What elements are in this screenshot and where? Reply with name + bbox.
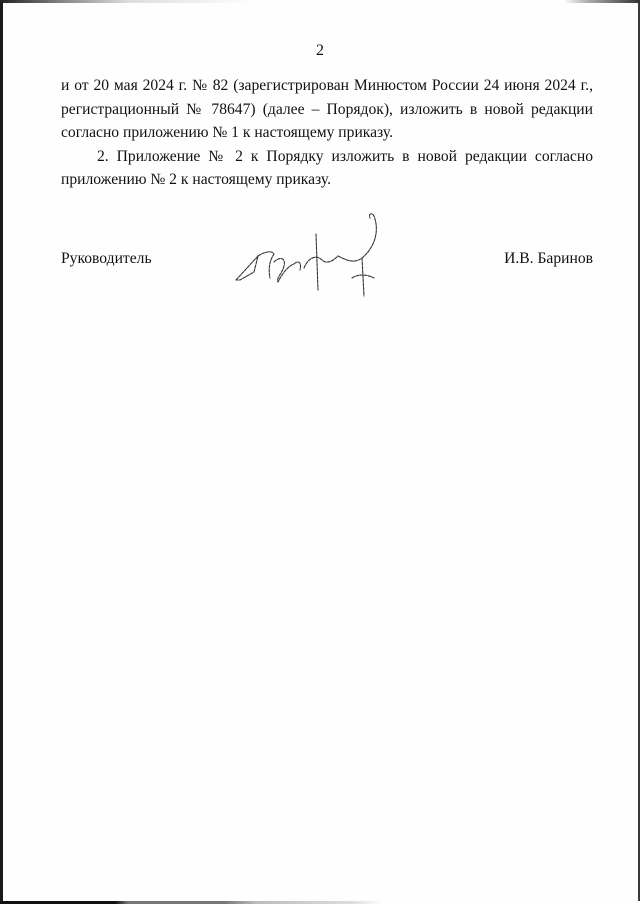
paragraph-2: 2. Приложение № 2 к Порядку изложить в новой редакции согласно приложению № 2 к настоящему приказу. (61, 147, 593, 188)
signature-icon (228, 208, 398, 298)
page-number: 2 (316, 42, 324, 59)
scan-edge-top (0, 0, 640, 3)
paragraph-1: и от 20 мая 2024 г. № 82 (зарегистрирован Минюстом России 24 июня 2024 г., регистрационный № 78647) (далее – Порядок), изложить в новой редакции согласно приложению № 1 к настоящему приказу. (61, 77, 593, 141)
signer-name: И.В. Баринов (504, 250, 593, 267)
document-body (61, 74, 593, 192)
scan-edge-left (0, 0, 3, 904)
position-title: Руководитель (61, 250, 152, 267)
